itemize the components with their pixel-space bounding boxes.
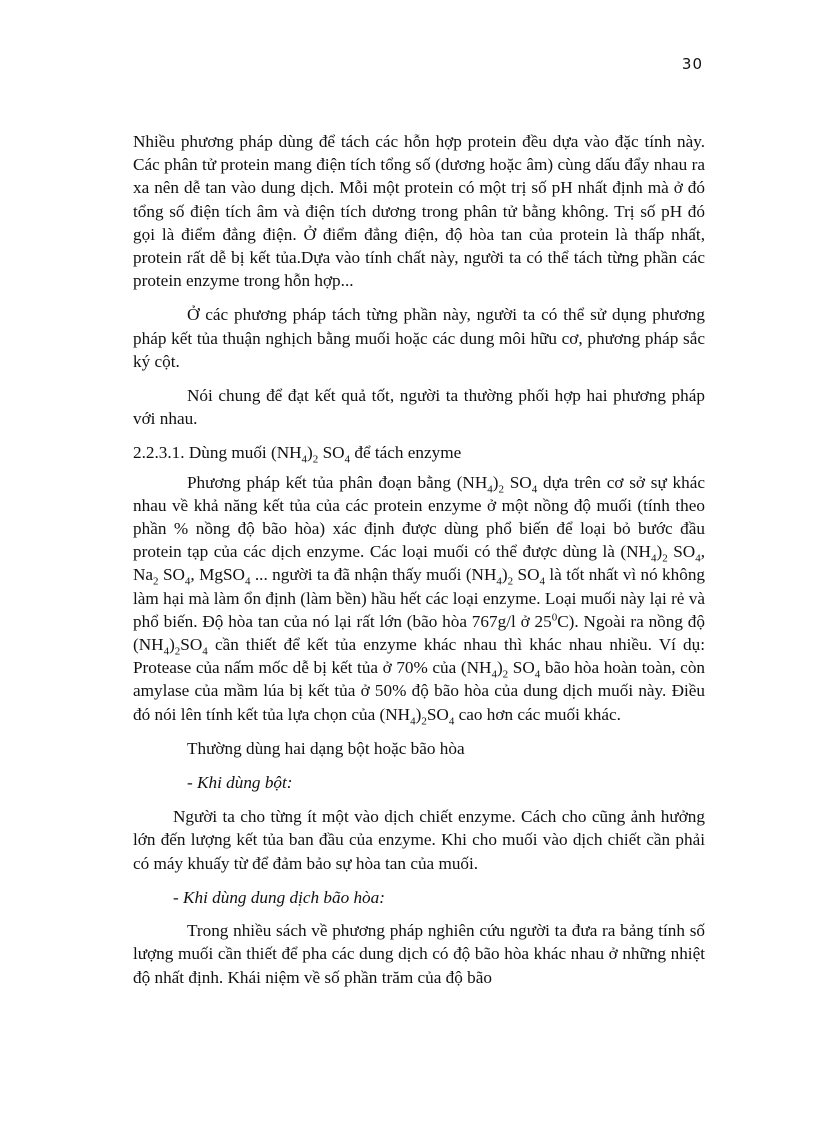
document-body [133, 130, 705, 1000]
section-heading: 2.2.3.1. Dùng muối $(NH_4)_2$ $SO_4$ để tách enzyme [133, 443, 462, 466]
subheading-saturated-solution: - Khi dùng dung dịch bão hòa: [173, 887, 385, 907]
paragraph-3: Nói chung để đạt kết quả tốt, người ta thường phối hợp hai phương pháp với nhau. [133, 386, 705, 429]
paragraph-2: Ở các phương pháp tách từng phần này, người ta có thể sử dụng phương pháp kết tủa thuận nghịch bằng muối hoặc các dung môi hữu cơ, phương pháp sắc ký cột. [133, 305, 705, 371]
subheading-powder: - Khi dùng bột: [187, 773, 293, 793]
page-number: 30 [681, 55, 703, 73]
paragraph-5: Thường dùng hai dạng bột hoặc bão hòa [187, 738, 465, 758]
paragraph-4: Phương pháp kết tủa phân đoạn bằng $(NH_4)_2$ $SO_4$ dựa trên cơ sở sự khác nhau về khả năng kết tủa của các protein enzyme ở một nồng độ muối (tính theo phần % nồng độ bão hòa) xác định được dùng phổ biến để loại bỏ bước đầu protein tạp của các dịch enzyme. Các loại muối có thể được dùng là $(NH_4)_2$ $SO_4$, $Na_2$ $SO_4$, MgSO$_4$ ... người ta đã nhận thấy muối $(NH_4)_2$ $SO_4$ là tốt nhất vì nó không làm hại mà làm ổn định (làm bền) hầu hết các loại enzyme. Loại muối này lại rẻ và phổ biến. Độ hòa tan của nó lại rất lớn (bão hòa 767g/l ở $25^0C$). Ngoài ra nồng độ $(NH_4)_2SO_4$ cần thiết để kết tủa enzyme khác nhau thì khác nhau nhiều. Ví dụ: Protease của nấm mốc dễ bị kết tủa ở 70% của $(NH_4)_2$ $SO_4$ bão hòa hoàn toàn, còn amylase của mầm lúa bị kết tủa ở 50% độ bão hòa của dung dịch muối này. Điều đó nói lên tính kết tủa lựa chọn của $(NH_4)_2SO_4$ cao hơn các muối khác. [133, 472, 706, 728]
paragraph-1: Nhiều phương pháp dùng để tách các hỗn hợp protein đều dựa vào đặc tính này. Các phân tử protein mang điện tích tổng số (dương hoặc âm) cùng dấu đẩy nhau ra xa nên dễ tan vào dung dịch. Mỗi một protein có một trị số pH nhất định mà ở đó tổng số điện tích âm và điện tích dương trong phân tử bằng không. Trị số pH đó gọi là điểm đẳng điện. Ở điểm đẳng điện, độ hòa tan của protein là thấp nhất, protein rất dễ bị kết tủa.Dựa vào tính chất này, người ta có thể tách từng phần các protein enzyme trong hỗn hợp... [133, 132, 705, 291]
paragraph-6: Người ta cho từng ít một vào dịch chiết enzyme. Cách cho cũng ảnh hưởng lớn đến lượng kết tủa ban đầu của enzyme. Khi cho muối vào dịch chiết cần phải có máy khuấy từ để đảm bảo sự hòa tan của muối. [133, 807, 705, 873]
paragraph-7: Trong nhiều sách về phương pháp nghiên cứu người ta đưa ra bảng tính số lượng muối cần thiết để pha các dung dịch có độ bão hòa khác nhau ở những nhiệt độ nhất định. Khái niệm về số phần trăm của độ bão [133, 921, 705, 987]
